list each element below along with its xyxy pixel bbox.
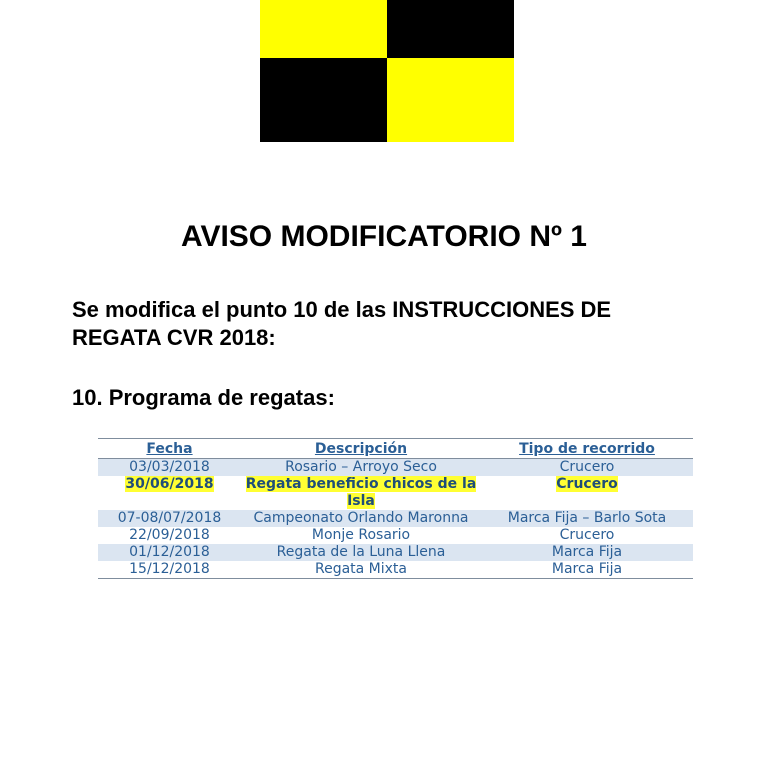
cell-tipo: Crucero	[559, 527, 615, 543]
cell-fecha: 01/12/2018	[98, 544, 241, 561]
cell-fecha: 22/09/2018	[129, 527, 210, 543]
cell-descripcion: Regata Mixta	[314, 561, 408, 577]
intro-paragraph: Se modifica el punto 10 de las INSTRUCCIONES DE REGATA CVR 2018:	[72, 297, 612, 350]
highlight-tipo: Crucero	[556, 476, 618, 492]
cell-descripcion	[241, 476, 481, 510]
cell-tipo: Marca Fija	[481, 544, 693, 561]
flag-quadrant-top-left	[260, 0, 387, 58]
cell-tipo	[481, 476, 693, 510]
section-heading: 10. Programa de regatas:	[72, 385, 335, 410]
regatta-schedule-table	[98, 438, 693, 579]
document-title: AVISO MODIFICATORIO Nº 1	[181, 220, 587, 253]
flag-quadrant-bottom-left	[260, 58, 387, 142]
cell-tipo: Crucero	[481, 459, 693, 477]
flag-quadrant-top-right	[387, 0, 514, 58]
cell-descripcion: Rosario – Arroyo Seco	[241, 459, 481, 477]
column-header-descripcion: Descripción	[241, 439, 481, 459]
flag-quadrant-bottom-right	[387, 58, 514, 142]
table-header-row	[98, 439, 693, 459]
cell-fecha: 03/03/2018	[98, 459, 241, 477]
table-row	[98, 544, 693, 561]
column-header-fecha: Fecha	[98, 439, 241, 459]
cell-fecha: 07-08/07/2018	[98, 510, 241, 527]
cell-tipo: Marca Fija	[551, 561, 623, 577]
cell-fecha: 15/12/2018	[129, 561, 210, 577]
table-row	[98, 527, 693, 544]
cell-descripcion: Monje Rosario	[311, 527, 411, 543]
signal-flag	[260, 0, 514, 142]
cell-fecha	[98, 476, 241, 510]
cell-tipo: Marca Fija – Barlo Sota	[481, 510, 693, 527]
table-row	[98, 510, 693, 527]
table-row	[98, 561, 693, 579]
highlight-fecha: 30/06/2018	[125, 476, 214, 492]
table-row-highlighted	[98, 476, 693, 510]
cell-descripcion: Campeonato Orlando Maronna	[241, 510, 481, 527]
highlight-descripcion: Regata beneficio chicos de la Isla	[245, 476, 477, 509]
column-header-tipo: Tipo de recorrido	[481, 439, 693, 459]
cell-descripcion: Regata de la Luna Llena	[241, 544, 481, 561]
table-row	[98, 459, 693, 477]
